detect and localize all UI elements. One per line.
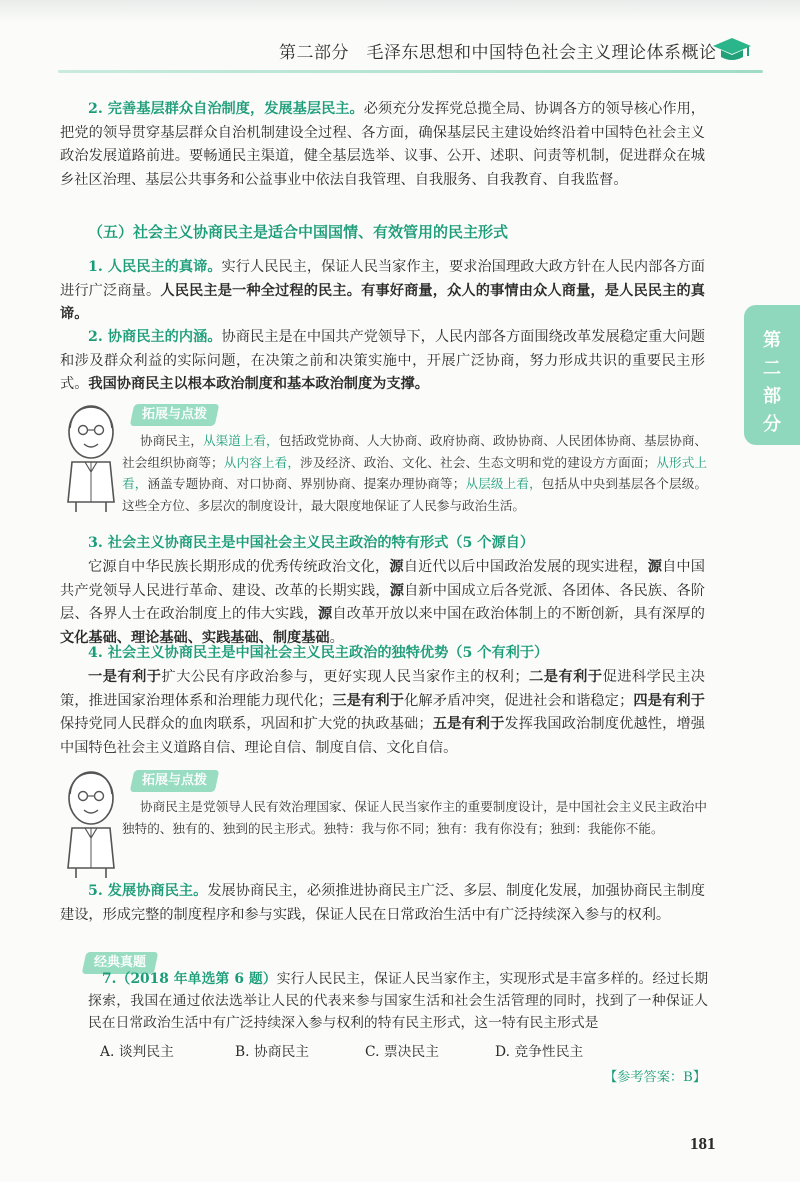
paragraph-essence: 1. 人民民主的真谛。实行人民民主，保证人民当家作主，要求治国理政大政方针在人民内部各方面进行广泛商量。人民民主是一种全过程的民主。有事好商量，众人的事情由众人商量，是人民民主的真谛。 bbox=[60, 259, 705, 322]
tip-badge-2: 拓展与点拨 bbox=[130, 770, 220, 792]
exam-options bbox=[100, 1040, 660, 1062]
option-c: C. 票决民主 bbox=[365, 1044, 440, 1060]
heading-advantage: 4. 社会主义协商民主是中国社会主义民主政治的独特优势（5 个有利于） bbox=[88, 645, 549, 661]
tip-box-1: 协商民主，从渠道上看，包括政党协商、人大协商、政府协商、政协协商、人民团体协商、基层协商、社会组织协商等；从内容上看，涉及经济、政治、文化、社会、生态文明和党的建设方方面面；从形式上看，涵盖专题协商、对口协商、界别协商、提案办理协商等；从层级上看，包括从中央到基层各个层级。这些全方位、多层次的制度设计，最大限度地保证了人民参与政治生活。 bbox=[122, 433, 708, 513]
option-d: D. 竞争性民主 bbox=[495, 1044, 584, 1060]
option-b: B. 协商民主 bbox=[235, 1044, 310, 1060]
paragraph-unique-form: 它源自中华民族长期形成的优秀传统政治文化，源自近代以后中国政治发展的现实进程，源自中国共产党领导人民进行革命、建设、改革的长期实践，源自新中国成立后各党派、各团体、各民族、各阶层、各界人士在政治制度上的伟大实践，源自改革开放以来中国在政治体制上的不断创新，具有深厚的文化基础、理论基础、实践基础、制度基础。 bbox=[60, 559, 705, 646]
paragraph-advantage: 一是有利于扩大公民有序政治参与，更好实现人民当家作主的权利；二是有利于促进科学民主决策，推进国家治理体系和治理能力现代化；三是有利于化解矛盾冲突，促进社会和谐稳定；四是有利于保持党同人民群众的血肉联系，巩固和扩大党的执政基础；五是有利于发挥我国政治制度优越性，增强中国特色社会主义道路自信、理论自信、制度自信、文化自信。 bbox=[60, 669, 705, 756]
running-header: 第二部分 毛泽东思想和中国特色社会主义理论体系概论 bbox=[279, 43, 717, 63]
top-edge-band bbox=[0, 0, 800, 22]
side-tab-label: 第二部分 bbox=[763, 330, 781, 435]
option-a: A. 谈判民主 bbox=[100, 1044, 174, 1060]
tip-box-2: 协商民主是党领导人民有效治理国家、保证人民当家作主的重要制度设计，是中国社会主义民主政治中独特的、独有的、独到的民主形式。独特：我与你不同；独有：我有你没有；独到：我能你不能。 bbox=[122, 799, 707, 836]
page-number: 181 bbox=[690, 1134, 716, 1153]
tutor-avatar bbox=[58, 402, 124, 514]
part-side-tab bbox=[744, 305, 800, 445]
paragraph-develop: 5. 发展协商民主。发展协商民主，必须推进协商民主广泛、多层、制度化发展，加强协商民主制度建设，形成完整的制度程序和参与实践，保证人民在日常政治生活中有广泛持续深入参与的权利。 bbox=[60, 883, 705, 923]
exam-badge: 经典真题 bbox=[82, 952, 159, 974]
section-heading: （五）社会主义协商民主是适合中国国情、有效管用的民主形式 bbox=[88, 223, 509, 241]
paragraph-connotation: 2. 协商民主的内涵。协商民主是在中国共产党领导下，人民内部各方面围绕改革发展稳定重大问题和涉及群众利益的实际问题，在决策之前和决策实施中，开展广泛协商，努力形成共识的重要民主形式。我国协商民主以根本政治制度和基本政治制度为支撑。 bbox=[60, 329, 705, 392]
tip-badge-1: 拓展与点拨 bbox=[130, 404, 220, 426]
graduation-cap-icon bbox=[712, 36, 752, 62]
heading-unique-form: 3. 社会主义协商民主是中国社会主义民主政治的特有形式（5 个源自） bbox=[88, 535, 535, 551]
header-rule bbox=[58, 70, 763, 73]
exam-question: 7.（2018 年单选第 6 题）实行人民民主，保证人民当家作主，实现形式是丰富多样的。经过长期探索，我国在通过依法选举让人民的代表来参与国家生活和社会生活管理的同时，找到了一种保证人民在日常政治生活中有广泛持续深入参与权利的特有民主形式，这一特有民主形式是 bbox=[88, 971, 709, 1031]
paragraph-grassroots: 2. 完善基层群众自治制度，发展基层民主。必须充分发挥党总揽全局、协调各方的领导核心作用，把党的领导贯穿基层群众自治机制建设全过程、各方面，确保基层民主建设始终沿着中国特色社会主义政治发展道路前进。要畅通民主渠道，健全基层选举、议事、公开、述职、问责等机制，促进群众在城乡社区治理、基层公共事务和公益事业中依法自我管理、自我服务、自我教育、自我监督。 bbox=[60, 101, 705, 188]
tutor-avatar-2 bbox=[58, 768, 124, 880]
reference-answer: 【参考答案：B】 bbox=[604, 1070, 707, 1085]
